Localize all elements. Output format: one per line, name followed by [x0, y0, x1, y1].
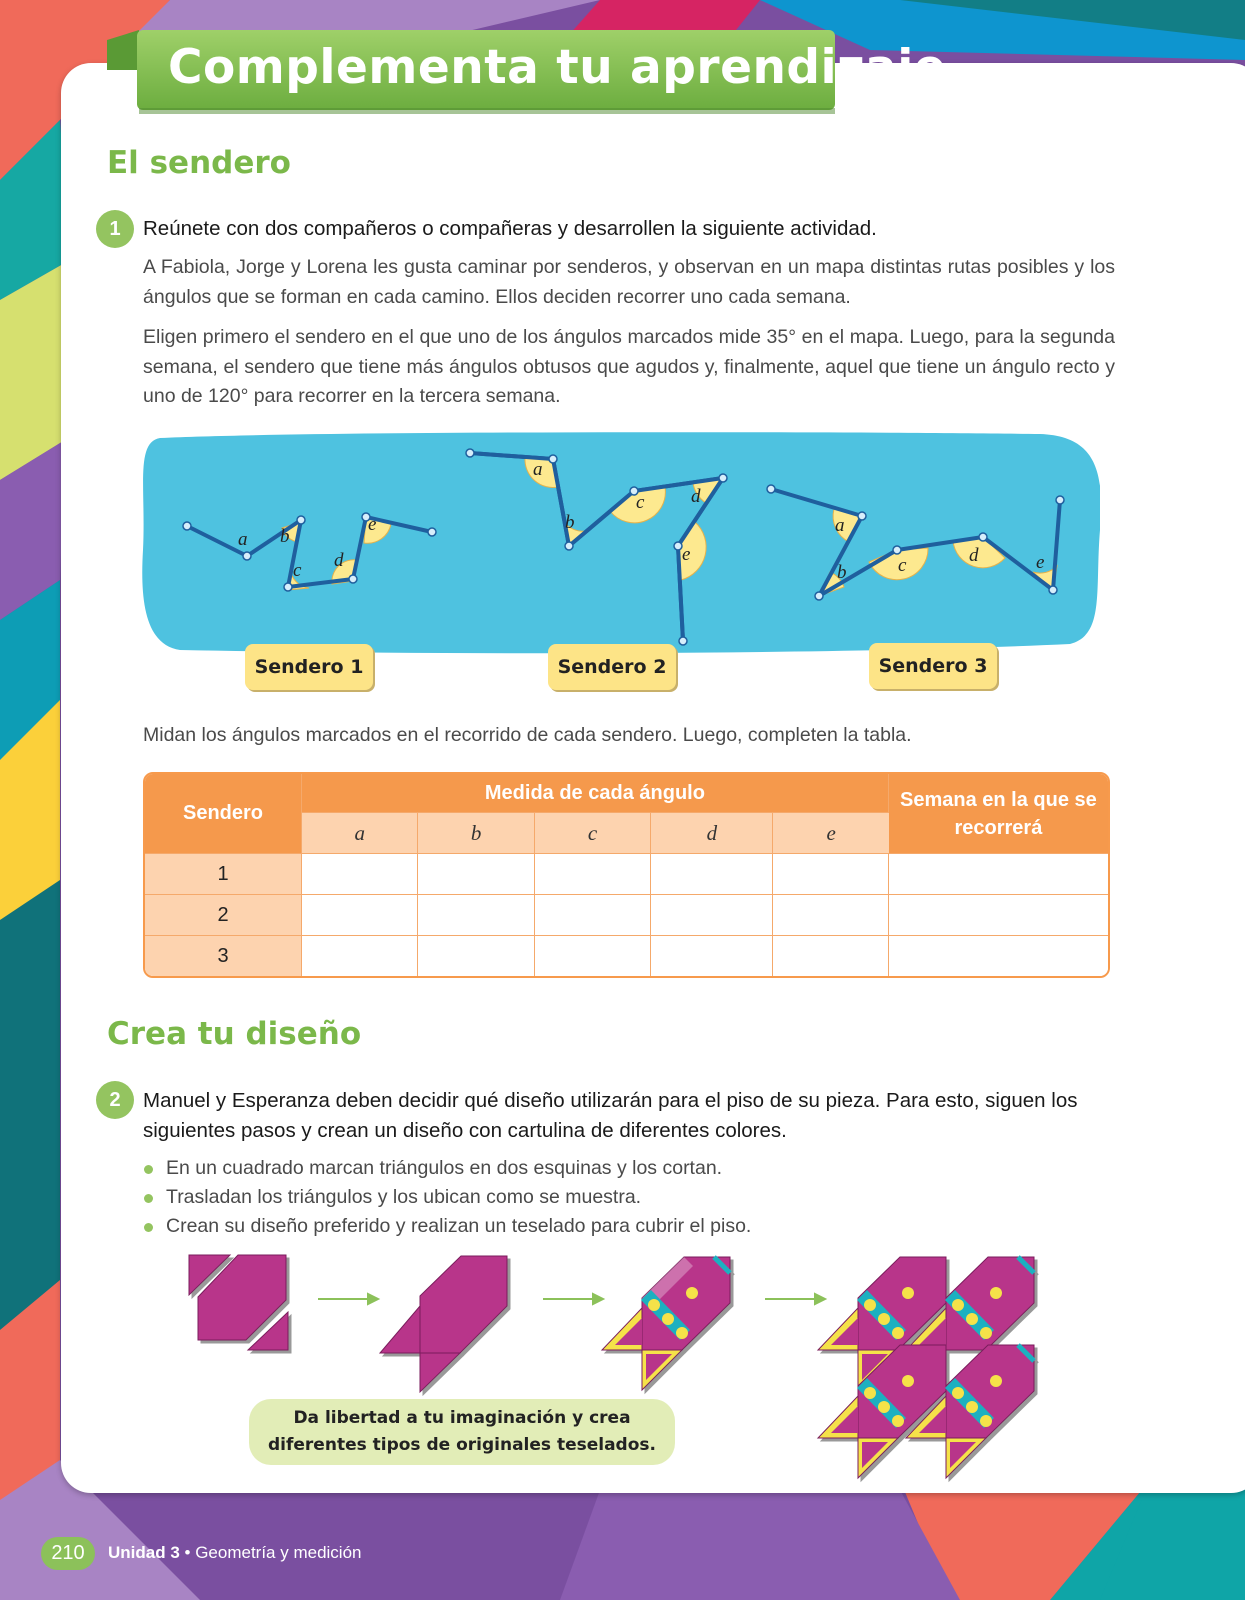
- path-1-label-b: b: [280, 526, 290, 547]
- table-cell-3-semana[interactable]: [889, 936, 1108, 976]
- table-header-angle-a: a: [302, 813, 418, 854]
- path-3-label-a: a: [835, 515, 845, 536]
- table-row: [145, 854, 1108, 895]
- section-title-el-sendero: El sendero: [107, 145, 291, 181]
- table-header-angle-d: d: [651, 813, 773, 854]
- path-2-label-c: c: [636, 492, 645, 513]
- table-cell-1-semana[interactable]: [889, 854, 1108, 895]
- table-cell-2-d[interactable]: [651, 895, 773, 936]
- path-1-label: Sendero 1: [245, 644, 373, 690]
- footer-separator: •: [179, 1543, 196, 1562]
- table-cell-3-b[interactable]: [418, 936, 534, 976]
- activity-1-paragraph-2: Eligen primero el sendero en el que uno de los ángulos marcados mide 35° en el mapa. Luego, para la segunda semana, el sendero que tiene más ángulos obtusos que agudos y, finalmente, aquel que tiene un ángulo recto y uno de 120° para recorrer en la tercera semana.: [143, 326, 1115, 407]
- table-cell-3-d[interactable]: [651, 936, 773, 976]
- step-3-decorated-shape: [602, 1257, 730, 1390]
- table-cell-3-c[interactable]: [535, 936, 651, 976]
- table-cell-2-semana[interactable]: [889, 895, 1108, 936]
- table-header-angle-c: c: [535, 813, 651, 854]
- list-item: Trasladan los triángulos y los ubican como se muestra.: [140, 1183, 751, 1212]
- step-2-arranged-shape: [380, 1256, 507, 1392]
- step-1-square-with-triangles: [189, 1255, 288, 1350]
- table-header-semana: Semana en la que se recorrerá: [889, 774, 1108, 854]
- table-row-label-1: 1: [145, 854, 302, 895]
- table-row-label-2: 2: [145, 895, 302, 936]
- path-3-label-c: c: [898, 555, 907, 576]
- table-cell-2-b[interactable]: [418, 895, 534, 936]
- table-cell-3-a[interactable]: [302, 936, 418, 976]
- path-3-label-b: b: [837, 562, 847, 583]
- arrow-icon: [543, 1294, 603, 1304]
- page-title: Complementa tu aprendizaje: [168, 40, 947, 95]
- path-2-label-d: d: [691, 486, 701, 507]
- footer-unit-name: Unidad 3: [108, 1543, 180, 1562]
- table-header-sendero: Sendero: [145, 774, 302, 854]
- list-item: En un cuadrado marcan triángulos en dos esquinas y los cortan.: [140, 1154, 751, 1183]
- activity-number-1: 1: [96, 210, 134, 248]
- path-3-label-e: e: [1036, 552, 1045, 573]
- path-1-label-d: d: [334, 550, 344, 571]
- table-header-angle-e: e: [773, 813, 888, 854]
- path-2-label-e: e: [682, 544, 691, 565]
- path-2-label: Sendero 2: [548, 644, 676, 690]
- footer-subject: Geometría y medición: [195, 1543, 362, 1562]
- footer-unit: [108, 1543, 362, 1563]
- table-cell-1-a[interactable]: [302, 854, 418, 895]
- imagination-note: Da libertad a tu imaginación y crea diferentes tipos de originales teselados.: [249, 1399, 675, 1465]
- path-3-label-d: d: [969, 545, 979, 566]
- table-cell-2-c[interactable]: [535, 895, 651, 936]
- angles-table: [143, 772, 1110, 978]
- steps-list: [140, 1154, 751, 1241]
- arrow-icon: [765, 1294, 825, 1304]
- activity-1-paragraph-1: A Fabiola, Jorge y Lorena les gusta caminar por senderos, y observan en un mapa distintas rutas posibles y los ángulos que se forman en cada camino. Ellos deciden recorrer uno cada semana.: [143, 256, 1115, 308]
- section-title-crea-tu-diseno: Crea tu diseño: [107, 1016, 362, 1052]
- path-2-label-a: a: [533, 459, 543, 480]
- activity-number-2: 2: [96, 1081, 134, 1119]
- table-cell-3-e[interactable]: [773, 936, 888, 976]
- activity-1-instruction: Reúnete con dos compañeros o compañeras y desarrollen la siguiente actividad.: [143, 217, 877, 240]
- table-instruction: Midan los ángulos marcados en el recorrido de cada sendero. Luego, completen la tabla.: [143, 724, 912, 746]
- arrow-icon: [318, 1294, 378, 1304]
- path-1-label-e: e: [368, 514, 377, 535]
- activity-2-instruction: Manuel y Esperanza deben decidir qué diseño utilizarán para el piso de su pieza. Para esto, siguen los siguientes pasos y crean un diseño con cartulina de diferentes colores.: [143, 1089, 1078, 1142]
- table-header-medida: Medida de cada ángulo: [302, 774, 889, 813]
- list-item: Crean su diseño preferido y realizan un teselado para cubrir el piso.: [140, 1212, 751, 1241]
- table-cell-2-e[interactable]: [773, 895, 888, 936]
- path-2-label-b: b: [565, 512, 575, 533]
- path-3-label: Sendero 3: [869, 643, 997, 689]
- page-number: 210: [41, 1537, 95, 1570]
- path-1-label-a: a: [238, 529, 248, 550]
- step-4-tessellation: [818, 1257, 1034, 1478]
- table-row: [145, 895, 1108, 936]
- table-cell-1-c[interactable]: [535, 854, 651, 895]
- path-1-label-c: c: [293, 560, 302, 581]
- tile: [818, 1345, 946, 1478]
- table-row-label-3: 3: [145, 936, 302, 976]
- table-cell-1-e[interactable]: [773, 854, 888, 895]
- table-cell-1-b[interactable]: [418, 854, 534, 895]
- table-cell-1-d[interactable]: [651, 854, 773, 895]
- table-header-angle-b: b: [418, 813, 534, 854]
- table-cell-2-a[interactable]: [302, 895, 418, 936]
- table-row: [145, 936, 1108, 976]
